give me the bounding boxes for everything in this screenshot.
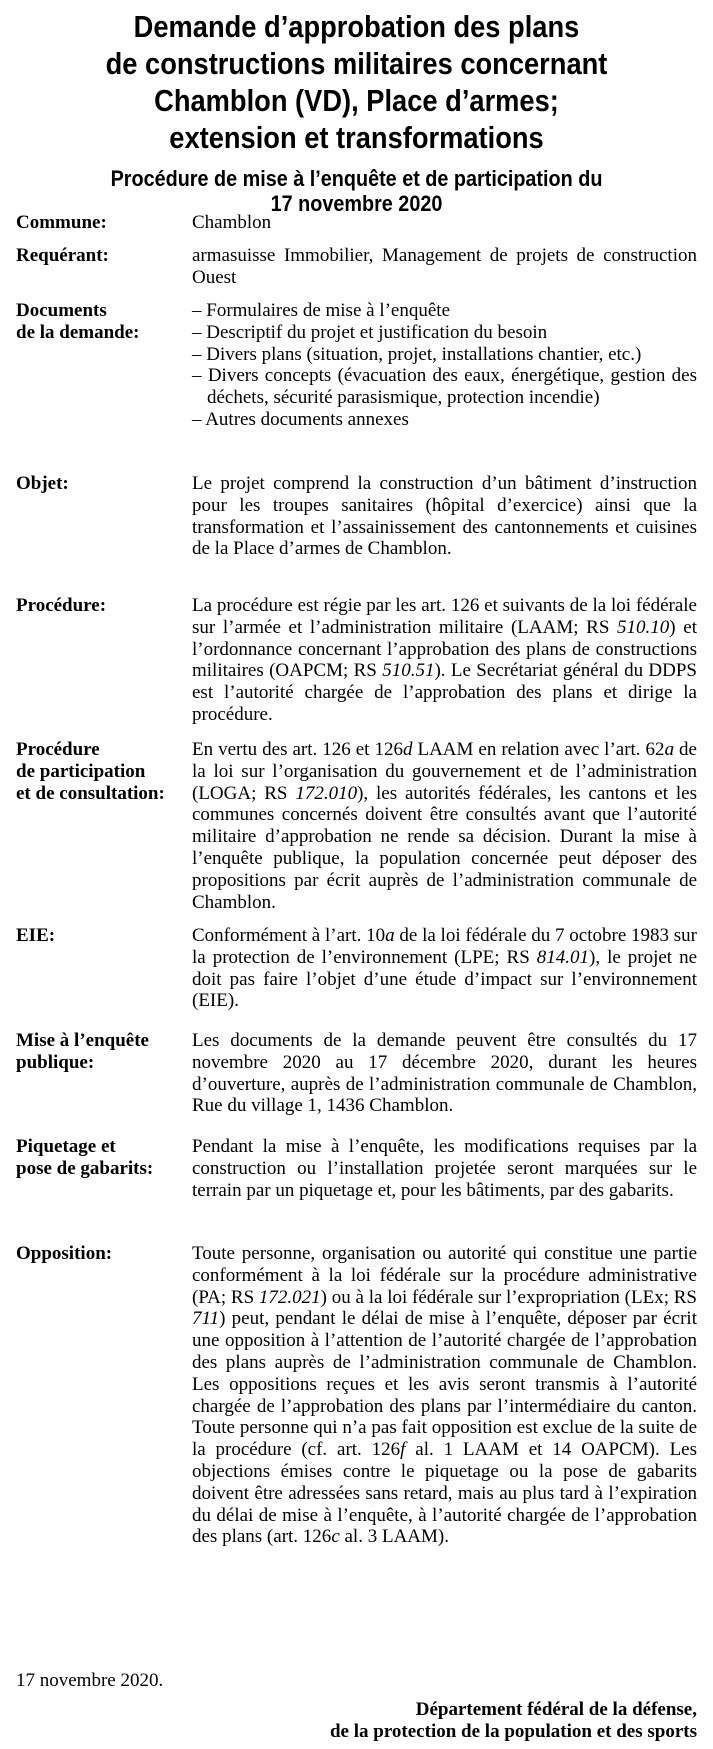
label-line: publique: (16, 1051, 95, 1073)
rs-number: 172.010 (295, 782, 358, 804)
rs-number: 510.51 (382, 660, 435, 682)
text-run: LAAM en relation avec l’art. 62 (412, 739, 665, 760)
section-text: armasuisse Immobilier, Management de projets de construction Ouest (192, 245, 697, 288)
text-run: La procédure est régie par les art. 126 et suivants de la loi fédérale sur l’armée et l’administration militaire (LAAM; RS (192, 595, 697, 638)
section-text (192, 595, 697, 726)
label-line: et de consultation: (16, 782, 165, 804)
signature-line: Département fédéral de la défense, (415, 1699, 697, 1720)
notice-date: 17 novembre 2020. (16, 1670, 164, 1691)
rs-number: 510.10 (617, 616, 670, 638)
section-text (192, 925, 697, 1012)
section-label (16, 300, 191, 344)
signature-block (330, 1699, 697, 1743)
label-line: de la demande: (16, 321, 140, 343)
title-line: Demande d’approbation des plans (133, 9, 580, 44)
text-run: En vertu des art. 126 et 126 (192, 739, 403, 760)
italic-letter: a (385, 925, 395, 946)
documents-list (192, 300, 697, 431)
rs-number: 172.021 (258, 1286, 321, 1308)
section-label: EIE: (16, 925, 56, 946)
text-run: al. 1 LAAM et 14 OAPCM). Les objections émises contre le piquetage ou la pose de gabarits doivent être adressées sans retard, mais au plus tard à l’expiration du délai de mise à l’enquête, à l’autorité chargée de l’approbation des plans (art. 126 (192, 1439, 698, 1548)
rs-number: 814.01 (536, 946, 590, 968)
section-label (16, 1136, 191, 1180)
section-text (192, 1243, 697, 1548)
rs-number: 711 (192, 1308, 220, 1330)
section-text: Chamblon (192, 212, 272, 233)
label-line: pose de gabarits: (16, 1157, 154, 1179)
italic-letter: c (331, 1526, 340, 1548)
document-item: – Descriptif du projet et justification du besoin (192, 321, 548, 343)
text-run: ), le projet ne doit pas faire l’objet d’une étude d’impact sur l’environnement (EIE). (192, 946, 697, 1012)
document-item: – Divers plans (situation, projet, installations chantier, etc.) (192, 343, 642, 365)
title-line: Chamblon (VD), Place d’armes; (154, 83, 559, 118)
section-label: Opposition: (16, 1243, 113, 1264)
section-label: Commune: (16, 212, 107, 233)
section-text: Les documents de la demande peuvent être consultés du 17 novembre 2020 au 17 décembre 2020, durant les heures d’ouverture, auprès de l’administration communale de Chamblon, Rue du village 1, 1436 Chamblon. (192, 1030, 697, 1117)
text-run: ) ou à la loi fédérale sur l’expropriation (LEx; RS (320, 1286, 697, 1308)
notice-subtitle (36, 166, 678, 216)
text-run: ) peut, pendant le délai de mise à l’enquête, déposer par écrit une opposition à l’attention de l’autorité chargée de l’approbation des plans auprès de l’administration communale de Chamblon. Les oppositions reçues et les avis seront transmis à l’autorité chargée de l’approbation des plans par l’intermédiaire du canton. Toute personne qui n’a pas fait opposition est exclue de la suite de la procédure (cf. art. 126 (192, 1308, 697, 1461)
text-run: ). Le Secrétariat général du DDPS est l’autorité chargée de l’approbation des plans et dirige la procédure. (192, 660, 697, 725)
document-item: – Divers concepts (évacuation des eaux, énergétique, gestion des déchets, sécurité parasismique, protection incendie) (192, 365, 697, 409)
italic-letter: f (400, 1439, 406, 1461)
signature-line: de la protection de la population et des sports (329, 1721, 697, 1742)
text-run: al. 3 LAAM). (339, 1526, 449, 1548)
italic-letter: a (664, 739, 675, 760)
label-line: de participation (16, 760, 146, 782)
text-run: de la loi sur l’organisation du gouvernement et de l’administration (LOGA; RS (192, 739, 697, 804)
section-text: Le projet comprend la construction d’un bâtiment d’instruction pour les troupes sanitaires (hôpital d’exercice) ainsi que la transformation et l’assainissement des cantonnements et cuisines de la Place d’armes de Chamblon. (192, 473, 697, 560)
section-text: Pendant la mise à l’enquête, les modifications requises par la construction ou l’installation projetée seront marquées sur le terrain par un piquetage et, pour les bâtiments, par des gabarits. (192, 1136, 697, 1201)
section-label (16, 1030, 191, 1074)
section-label: Requérant: (16, 245, 109, 266)
text-run: Conformément à l’art. 10 (192, 925, 386, 946)
label-line: Piquetage et (16, 1136, 116, 1157)
text-run: ) et l’ordonnance concernant l’approbation des plans de constructions militaires (OAPCM; RS (192, 616, 697, 682)
label-line: Mise à l’enquête (16, 1030, 149, 1051)
italic-letter: d (402, 739, 413, 760)
subtitle-line: Procédure de mise à l’enquête et de participation du (110, 166, 603, 191)
subtitle-line: 17 novembre 2020 (270, 191, 443, 216)
section-label: Procédure: (16, 595, 107, 616)
label-line: Documents (16, 300, 107, 321)
section-text (192, 739, 697, 913)
document-item: – Formulaires de mise à l’enquête (192, 300, 451, 321)
text-run: ), les autorités fédérales, les cantons et les communes concernés doivent être consultés avant que l’autorité militaire d’approbation ne rende sa décision. Durant la mise à l’enquête publique, la population concernée peut déposer des propositions par écrit auprès de l’administration communale de Chamblon. (192, 782, 697, 913)
section-label: Objet: (16, 473, 69, 494)
notice-title (43, 8, 670, 156)
title-line: extension et transformations (169, 120, 544, 155)
text-run: Toute personne, organisation ou autorité qui constitue une partie conformément à la loi fédérale sur la procédure administrative (PA; RS (192, 1243, 697, 1308)
document-item: – Autres documents annexes (192, 408, 409, 430)
section-label (16, 739, 191, 804)
text-run: de la loi fédérale du 7 octobre 1983 sur la protection de l’environnement (LPE; RS (192, 925, 698, 968)
label-line: Procédure (16, 739, 100, 760)
title-line: de constructions militaires concernant (105, 46, 608, 81)
